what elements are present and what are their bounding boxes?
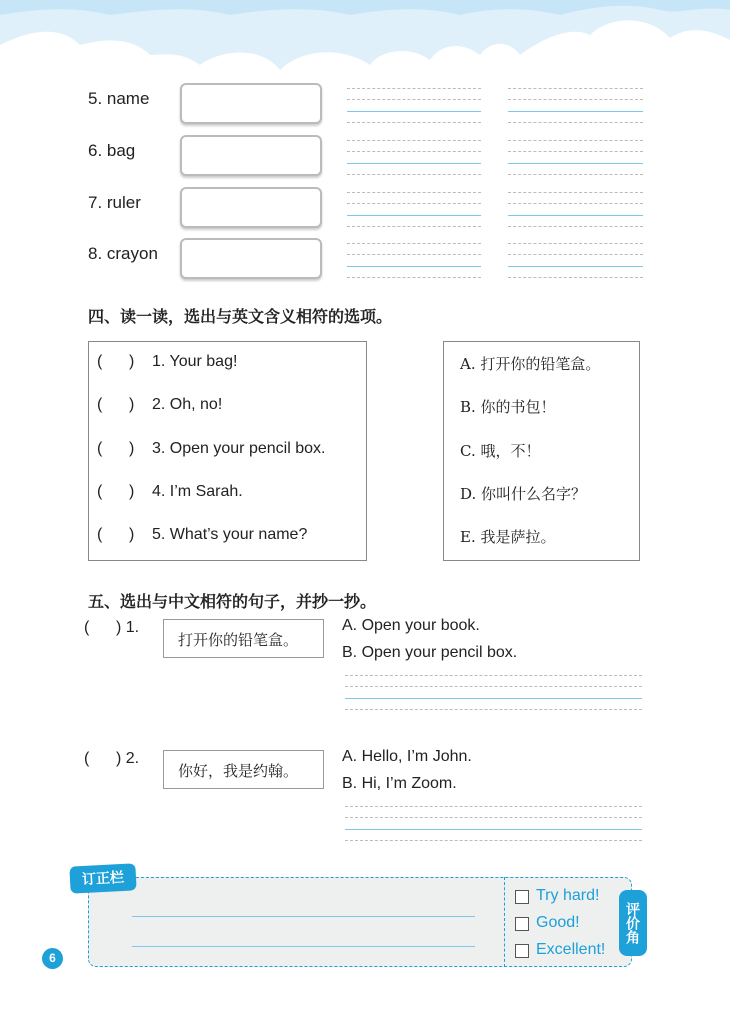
correction-line xyxy=(132,916,475,917)
baseline xyxy=(347,266,481,267)
evaluation-label: Good! xyxy=(536,914,580,931)
answer-paren[interactable]: ( ) 1. xyxy=(84,619,140,636)
evaluation-label: Try hard! xyxy=(536,887,600,904)
vocab-word: 6. bag xyxy=(88,141,136,160)
answer-paren[interactable]: ( ) 2. xyxy=(84,750,140,767)
vocab-word: 8. crayon xyxy=(88,244,158,263)
guide-line xyxy=(347,277,481,278)
option-text: C. 哦，不！ xyxy=(460,441,541,460)
guide-line xyxy=(345,806,642,807)
answer-paren[interactable]: ( ) xyxy=(97,396,135,414)
guide-line xyxy=(347,99,481,100)
guide-line xyxy=(508,277,643,278)
option-text: B. 你的书包！ xyxy=(460,398,556,417)
evaluation-label: Excellent! xyxy=(536,941,606,958)
guide-line xyxy=(508,122,643,123)
baseline xyxy=(508,215,643,216)
answer-paren[interactable]: ( ) xyxy=(97,439,135,457)
guide-line xyxy=(347,122,481,123)
section-5-heading: 五、选出与中文相符的句子，并抄一抄。 xyxy=(88,594,377,611)
guide-line xyxy=(347,192,481,193)
guide-line xyxy=(347,88,481,89)
evaluation-checkbox[interactable] xyxy=(515,944,529,958)
evaluation-checkbox[interactable] xyxy=(515,890,529,904)
option-text: E. 我是萨拉。 xyxy=(460,528,556,547)
guide-line xyxy=(508,192,643,193)
guide-line xyxy=(508,88,643,89)
answer-box[interactable] xyxy=(180,135,322,176)
guide-line xyxy=(347,243,481,244)
guide-line xyxy=(347,203,481,204)
chinese-sentence: 打开你的铅笔盒。 xyxy=(178,631,299,649)
guide-line xyxy=(508,243,643,244)
vocab-word: 7. ruler xyxy=(88,193,141,212)
guide-line xyxy=(345,686,642,687)
guide-line xyxy=(347,174,481,175)
guide-line xyxy=(345,840,642,841)
guide-line xyxy=(347,140,481,141)
evaluation-tag: 评价角 xyxy=(619,890,647,956)
guide-line xyxy=(508,203,643,204)
page-number: 6 xyxy=(42,948,63,969)
answer-box[interactable] xyxy=(180,238,322,279)
guide-line xyxy=(508,151,643,152)
vocab-word: 5. name xyxy=(88,89,150,108)
guide-line xyxy=(508,99,643,100)
answer-box[interactable] xyxy=(180,187,322,228)
guide-line xyxy=(347,151,481,152)
correction-line xyxy=(132,946,475,947)
baseline xyxy=(347,163,481,164)
guide-line xyxy=(508,174,643,175)
option-text: B. Open your pencil box. xyxy=(342,644,518,661)
chinese-sentence: 你好，我是约翰。 xyxy=(178,762,299,780)
question-text: 3. Open your pencil box. xyxy=(152,439,326,457)
evaluation-checkbox[interactable] xyxy=(515,917,529,931)
question-text: 2. Oh, no! xyxy=(152,396,223,414)
guide-line xyxy=(345,675,642,676)
question-text: 5. What’s your name? xyxy=(152,526,308,544)
baseline xyxy=(345,829,642,830)
cloud-header xyxy=(0,0,730,80)
guide-line xyxy=(508,140,643,141)
baseline xyxy=(347,215,481,216)
answer-paren[interactable]: ( ) xyxy=(97,353,135,370)
answer-box[interactable] xyxy=(180,83,322,124)
divider xyxy=(504,877,505,967)
correction-tag: 订正栏 xyxy=(69,863,136,893)
baseline xyxy=(508,266,643,267)
guide-line xyxy=(345,817,642,818)
question-text: 1. Your bag! xyxy=(152,353,238,370)
guide-line xyxy=(347,226,481,227)
option-text: A. Open your book. xyxy=(342,617,480,634)
guide-line xyxy=(345,709,642,710)
option-text: A. Hello, I’m John. xyxy=(342,748,472,765)
option-text: B. Hi, I’m Zoom. xyxy=(342,775,457,792)
baseline xyxy=(508,111,643,112)
question-text: 4. I’m Sarah. xyxy=(152,482,243,500)
option-text: A. 打开你的铅笔盒。 xyxy=(460,355,601,373)
option-text: D. 你叫什么名字？ xyxy=(460,484,587,503)
answer-paren[interactable]: ( ) xyxy=(97,482,135,500)
answer-paren[interactable]: ( ) xyxy=(97,526,135,544)
baseline xyxy=(345,698,642,699)
guide-line xyxy=(508,226,643,227)
guide-line xyxy=(508,254,643,255)
baseline xyxy=(508,163,643,164)
guide-line xyxy=(347,254,481,255)
section-4-heading: 四、读一读，选出与英文含义相符的选项。 xyxy=(88,309,393,326)
baseline xyxy=(347,111,481,112)
